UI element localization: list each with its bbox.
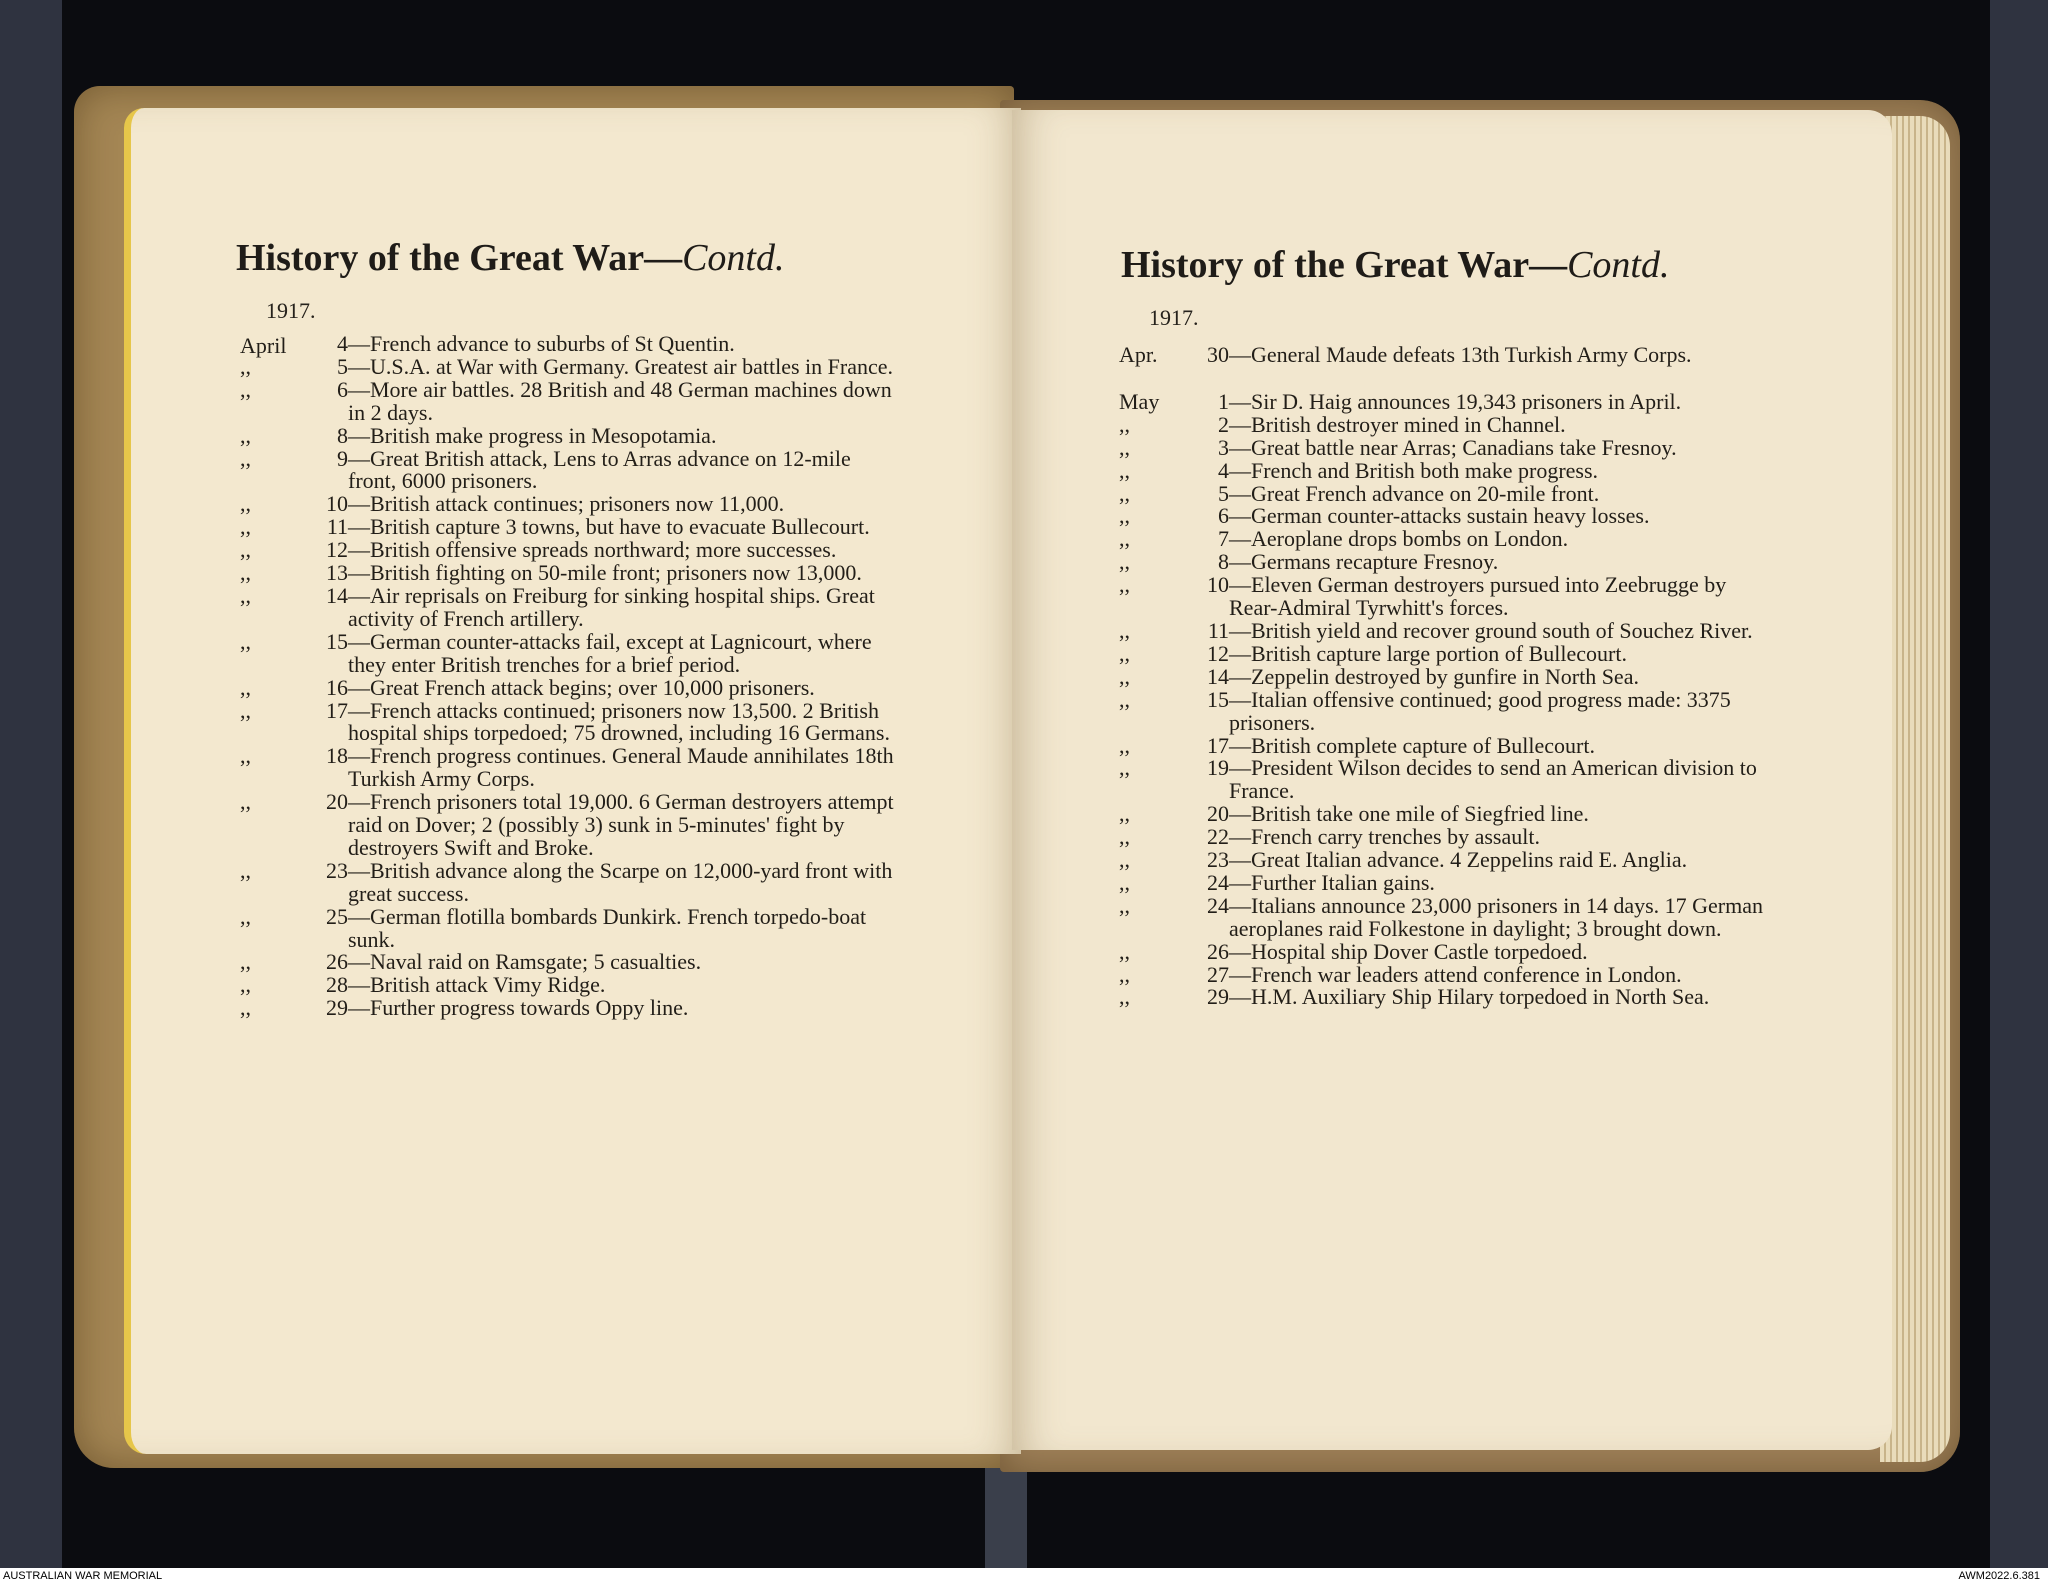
entry-day: 29 [326, 995, 348, 1021]
right-page-year: 1917. [1149, 305, 1199, 330]
entry-day: 9 [337, 445, 348, 471]
entry-day: 22 [1207, 824, 1229, 850]
entry-prefix: ,, [1119, 503, 1130, 529]
entry-prefix: ,, [1119, 457, 1130, 483]
entry-prefix: ,, [240, 422, 251, 448]
entry-prefix: ,, [240, 376, 251, 402]
entry-prefix: ,, [240, 537, 251, 563]
entry-row [240, 445, 894, 494]
entry-row [1119, 869, 1775, 895]
entry-day: 18 [326, 743, 348, 769]
entry-prefix: ,, [240, 491, 251, 517]
entry-text: —Italians announce 23,000 prisoners in 14 days. 17 German aeroplanes raid Folkestone in daylight; 3 brought down. [1229, 892, 1763, 941]
entry-text: —More air battles. 28 British and 48 German machines down in 2 days. [348, 376, 892, 425]
entry-row [240, 857, 894, 906]
entry-day: 20 [1207, 801, 1229, 827]
entry-day: 11 [326, 514, 348, 540]
entry-day: 2 [1218, 411, 1229, 437]
entry-text: —Great French advance on 20-mile front. [1229, 480, 1600, 506]
entry-text: —British capture large portion of Bullecourt. [1229, 640, 1627, 666]
entry-row [240, 516, 894, 539]
entry-text: —French and British both make progress. [1229, 457, 1599, 483]
entry-day: 28 [326, 972, 348, 998]
entry-text: —Great battle near Arras; Canadians take Fresnoy. [1229, 434, 1677, 460]
entry-text: —French progress continues. General Maude annihilates 18th Turkish Army Corps. [348, 743, 894, 792]
entry-row [1119, 732, 1775, 758]
entry-prefix: ,, [240, 582, 251, 608]
entry-prefix: ,, [1119, 617, 1130, 643]
caption-accession-number: AWM2022.6.381 [1958, 1570, 2040, 1582]
entry-text: —French carry trenches by assault. [1229, 824, 1540, 850]
entry-text: —General Maude defeats 13th Turkish Army Corps. [1229, 342, 1692, 367]
entry-row [1119, 757, 1775, 803]
entry-prefix: May [1119, 388, 1160, 414]
entry-prefix: ,, [1119, 640, 1130, 666]
entry-text: —British advance along the Scarpe on 12,000-yard front with great success. [348, 857, 893, 906]
entry-text: —French attacks continued; prisoners now 13,500. 2 British hospital ships torpedoed; 75 drowned, including 16 Germans. [348, 697, 890, 746]
entry-text: —H.M. Auxiliary Ship Hilary torpedoed in North Sea. [1229, 984, 1710, 1010]
entry-row [240, 353, 894, 379]
entry-day: 29 [1207, 984, 1229, 1010]
entry-day: 8 [1218, 549, 1229, 575]
entry-day: 16 [326, 674, 348, 700]
entry-text: —U.S.A. at War with Germany. Greatest air battles in France. [348, 353, 894, 379]
entry-row [1119, 803, 1775, 826]
entry-row [1119, 480, 1775, 506]
entry-prefix: ,, [240, 697, 251, 723]
entry-day: 4 [337, 331, 348, 356]
entry-row [240, 562, 894, 585]
entry-text: —German counter-attacks sustain heavy losses. [1229, 503, 1650, 529]
entry-day: 14 [1207, 663, 1229, 689]
entry-row [240, 628, 894, 677]
entry-text: —Further Italian gains. [1229, 869, 1435, 895]
entry-prefix: ,, [1119, 892, 1130, 918]
entry-prefix: ,, [240, 857, 251, 883]
entry-prefix: ,, [1119, 480, 1130, 506]
entry-day: 15 [326, 628, 348, 654]
entry-text: —Air reprisals on Freiburg for sinking hospital ships. Great activity of French artillery. [348, 582, 875, 631]
entry-row [240, 582, 894, 631]
entry-prefix: ,, [1119, 961, 1130, 987]
entry-prefix: ,, [240, 445, 251, 471]
entry-day: 15 [1207, 686, 1229, 712]
entry-prefix: ,, [240, 903, 251, 929]
entry-text: —British complete capture of Bullecourt. [1229, 732, 1595, 758]
entry-text: —British offensive spreads northward; more successes. [348, 537, 837, 563]
entry-prefix: ,, [1119, 572, 1130, 598]
entry-prefix: ,, [1119, 686, 1130, 712]
entry-text: —German counter-attacks fail, except at Lagnicourt, where they enter British trenches for a brief period. [348, 628, 872, 677]
entry-text: —French war leaders attend conference in London. [1229, 961, 1682, 987]
entry-day: 26 [1207, 938, 1229, 964]
entry-day: 17 [326, 697, 348, 723]
caption-institution: AUSTRALIAN WAR MEMORIAL [3, 1570, 163, 1582]
entry-text: —Great French attack begins; over 10,000 prisoners. [348, 674, 815, 700]
left-page-title: History of the Great War—Contd. [236, 237, 785, 279]
entry-day: 25 [326, 903, 348, 929]
entry-day: 12 [326, 537, 348, 563]
entry-prefix: ,, [1119, 824, 1130, 850]
entry-row [1119, 892, 1775, 941]
entry-text: —President Wilson decides to send an American division to France. [1229, 755, 1757, 804]
entry-row [1119, 938, 1775, 964]
entry-row [240, 697, 894, 746]
entry-day: 27 [1207, 961, 1229, 987]
entry-day: 11 [1207, 617, 1229, 643]
entry-row [240, 974, 894, 997]
entry-text: —Great British attack, Lens to Arras advance on 12-mile front, 6000 prisoners. [348, 445, 851, 494]
entry-prefix: ,, [240, 743, 251, 769]
entry-row [240, 539, 894, 562]
left-month-label: April [240, 333, 287, 358]
entry-day: 23 [326, 857, 348, 883]
entry-text: —British attack continues; prisoners now 11,000. [348, 491, 785, 517]
entry-day: 6 [1218, 503, 1229, 529]
entry-text: —German flotilla bombards Dunkirk. French torpedo-boat sunk. [348, 903, 867, 952]
entry-day: 26 [326, 949, 348, 975]
entry-day: 19 [1207, 755, 1229, 781]
entry-text: —British yield and recover ground south of Souchez River. [1229, 617, 1753, 643]
entry-row [1119, 551, 1775, 574]
entry-row [240, 422, 894, 448]
entry-row [240, 951, 894, 974]
entry-row [1119, 826, 1775, 849]
entry-prefix: ,, [1119, 984, 1130, 1010]
entry-prefix: ,, [1119, 732, 1130, 758]
entry-text: —French advance to suburbs of St Quentin. [348, 331, 735, 356]
entry-prefix: Apr. [1119, 342, 1158, 367]
entry-day: 10 [326, 491, 348, 517]
entry-day: 20 [326, 789, 348, 815]
entry-row [240, 493, 894, 516]
entry-day: 24 [1207, 892, 1229, 918]
entry-text: —Further progress towards Oppy line. [348, 995, 689, 1021]
background-spine-gap [985, 1468, 1027, 1568]
entry-text: —Great Italian advance. 4 Zeppelins raid E. Anglia. [1229, 847, 1688, 873]
entry-row [240, 903, 894, 952]
entry-row [1119, 505, 1775, 528]
entry-prefix: ,, [240, 789, 251, 815]
entry-prefix: ,, [240, 674, 251, 700]
entry-row [1119, 574, 1775, 620]
entry-text: —British make progress in Mesopotamia. [348, 422, 717, 448]
entry-row [1119, 457, 1775, 483]
entry-text: —Hospital ship Dover Castle torpedoed. [1229, 938, 1588, 964]
left-page-year: 1917. [266, 298, 316, 323]
entry-day: 14 [326, 582, 348, 608]
entry-text: —Sir D. Haig announces 19,343 prisoners in April. [1229, 388, 1682, 414]
entry-text: —French prisoners total 19,000. 6 German destroyers attempt raid on Dover; 2 (possibly 3) sunk in 5-minutes' fight by destroyers Swift and Broke. [348, 789, 894, 860]
entry-row [240, 376, 894, 425]
entry-row [1119, 640, 1775, 666]
entry-prefix [240, 333, 284, 356]
entry-row [1119, 686, 1775, 735]
entry-day: 23 [1207, 847, 1229, 873]
entry-text: —Zeppelin destroyed by gunfire in North Sea. [1229, 663, 1639, 689]
right-entry-list [1119, 344, 1775, 1009]
entry-day: 5 [1218, 480, 1229, 506]
entry-prefix: ,, [240, 514, 251, 540]
entry-day: 3 [1218, 434, 1229, 460]
entry-text: —British fighting on 50-mile front; prisoners now 13,000. [348, 560, 862, 586]
entry-text: —Germans recapture Fresnoy. [1229, 549, 1499, 575]
entry-row [240, 997, 894, 1020]
entry-row [240, 333, 894, 356]
entry-prefix: ,, [1119, 847, 1130, 873]
entry-day: 30 [1207, 342, 1229, 367]
entry-row [240, 674, 894, 700]
entry-prefix: ,, [1119, 526, 1130, 552]
entry-text: —Italian offensive continued; good progress made: 3375 prisoners. [1229, 686, 1731, 735]
entry-row [1119, 663, 1775, 689]
entry-prefix: ,, [1119, 755, 1130, 781]
right-page-title: History of the Great War—Contd. [1121, 244, 1670, 286]
entry-day: 6 [337, 376, 348, 402]
entry-text: —British destroyer mined in Channel. [1229, 411, 1566, 437]
entry-text: —British attack Vimy Ridge. [348, 972, 606, 998]
entry-row [1119, 617, 1775, 643]
entry-day: 1 [1218, 388, 1229, 414]
background-left [0, 0, 62, 1568]
entry-day: 10 [1207, 572, 1229, 598]
entry-text: —British take one mile of Siegfried line. [1229, 801, 1589, 827]
background-right [1990, 0, 2048, 1568]
entry-row [1119, 434, 1775, 460]
entry-text: —British capture 3 towns, but have to evacuate Bullecourt. [348, 514, 870, 540]
entry-prefix: ,, [240, 353, 251, 379]
entry-prefix: ,, [1119, 411, 1130, 437]
entry-row [240, 791, 894, 860]
entry-row [240, 745, 894, 791]
entry-day: 8 [337, 422, 348, 448]
entry-text: —Naval raid on Ramsgate; 5 casualties. [348, 949, 702, 975]
entry-prefix: ,, [240, 628, 251, 654]
caption-bar [0, 1568, 2048, 1585]
entry-row [1119, 961, 1775, 987]
entry-row [1119, 528, 1775, 551]
left-entry-list [240, 333, 894, 1020]
entry-prefix: ,, [240, 949, 251, 975]
entry-day: 13 [326, 560, 348, 586]
entry-prefix: ,, [1119, 869, 1130, 895]
entry-day: 7 [1218, 526, 1229, 552]
entry-day: 24 [1207, 869, 1229, 895]
entry-prefix: ,, [1119, 549, 1130, 575]
entry-prefix: ,, [1119, 434, 1130, 460]
entry-prefix: ,, [1119, 938, 1130, 964]
entry-day: 4 [1218, 457, 1229, 483]
entry-prefix: ,, [1119, 801, 1130, 827]
entry-prefix: ,, [240, 560, 251, 586]
entry-row [1119, 411, 1775, 437]
entry-row [1119, 849, 1775, 872]
entry-row [1119, 986, 1775, 1009]
entry-row [1119, 344, 1775, 367]
entry-day: 17 [1207, 732, 1229, 758]
entry-prefix: ,, [240, 972, 251, 998]
entry-row [1119, 388, 1775, 414]
entry-text: —Eleven German destroyers pursued into Zeebrugge by Rear-Admiral Tyrwhitt's forces. [1229, 572, 1727, 621]
entry-prefix: ,, [240, 995, 251, 1021]
entry-day: 12 [1207, 640, 1229, 666]
entry-prefix: ,, [1119, 663, 1130, 689]
entry-text: —Aeroplane drops bombs on London. [1229, 526, 1569, 552]
entry-day: 5 [337, 353, 348, 379]
